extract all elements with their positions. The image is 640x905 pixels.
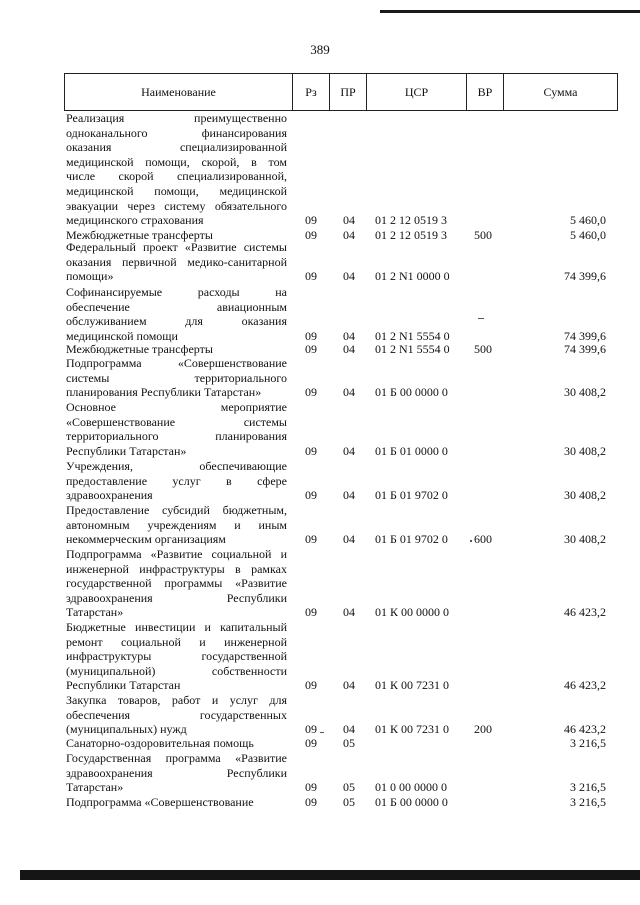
row-csr: 01 2 12 0519 3 xyxy=(375,213,447,228)
row-rz: 09 xyxy=(305,228,317,242)
row-name-line: Межбюджетные трансферты xyxy=(66,342,213,356)
row-rz: 09 xyxy=(305,443,317,458)
row-sum: 5 460,0 xyxy=(570,228,606,242)
table-row xyxy=(0,751,640,795)
table-row xyxy=(0,342,640,357)
row-name-line: Учреждения, обеспечивающие xyxy=(66,459,287,473)
table-row xyxy=(0,736,640,751)
row-pr: 04 xyxy=(343,269,355,284)
row-rz: 09 xyxy=(305,342,317,356)
row-name xyxy=(66,620,287,693)
row-name-line: «Совершенствование системы xyxy=(66,414,287,429)
row-csr: 01 К 00 7231 0 xyxy=(375,678,450,693)
table-row xyxy=(0,503,640,547)
header-cell-vr: ВР xyxy=(466,73,504,111)
row-csr: 01 0 00 0000 0 xyxy=(375,780,447,795)
row-rz: 09 xyxy=(305,780,317,795)
row-name-line: обслуживанием для оказания xyxy=(66,314,287,329)
row-name xyxy=(66,400,287,458)
row-sum: 74 399,6 xyxy=(564,342,606,356)
table-row xyxy=(0,285,640,343)
row-csr: 01 Б 00 0000 0 xyxy=(375,795,448,809)
table-row xyxy=(0,620,640,693)
row-name-line: Татарстан» xyxy=(66,605,124,620)
row-name xyxy=(66,547,287,620)
row-name-line: Реализация преимущественно xyxy=(66,111,287,125)
row-name xyxy=(66,795,287,810)
row-name-line: Республики Татарстан xyxy=(66,678,181,693)
row-pr: 04 xyxy=(343,385,355,400)
row-pr: 04 xyxy=(343,605,355,620)
row-name-line: Подпрограмма «Развитие социальной и xyxy=(66,547,287,561)
row-name-line: эвакуации через систему обязательного xyxy=(66,198,287,213)
row-csr: 01 2 N1 5554 0 xyxy=(375,342,450,356)
row-name-line: Софинансируемые расходы на xyxy=(66,285,287,299)
row-csr: 01 К 00 0000 0 xyxy=(375,605,450,620)
row-sum: 74 399,6 xyxy=(564,328,606,343)
row-pr: 04 xyxy=(343,722,355,737)
header-cell-csr: ЦСР xyxy=(366,73,467,111)
row-name xyxy=(66,736,287,751)
row-csr: 01 Б 00 0000 0 xyxy=(375,385,448,400)
row-name-line: Предоставление субсидий бюджетным, xyxy=(66,503,287,517)
scan-speck xyxy=(320,732,324,733)
table-row xyxy=(0,400,640,458)
scan-edge-bottom xyxy=(20,870,640,880)
row-sum: 46 423,2 xyxy=(564,605,606,620)
row-name xyxy=(66,285,287,343)
row-name xyxy=(66,342,287,357)
row-name-line: государственной программы «Развитие xyxy=(66,576,287,591)
row-sum: 30 408,2 xyxy=(564,385,606,400)
row-name-line: помощи» xyxy=(66,269,114,284)
row-vr: 200 xyxy=(474,722,492,737)
row-name-line: Основное мероприятие xyxy=(66,400,287,414)
row-sum: 30 408,2 xyxy=(564,443,606,458)
row-pr: 04 xyxy=(343,678,355,693)
row-name-line: обеспечение авиационным xyxy=(66,299,287,314)
row-name-line: оказания первичной медико-санитарной xyxy=(66,254,287,269)
row-vr: 600 xyxy=(474,532,492,547)
row-name-line: медицинского страхования xyxy=(66,213,204,228)
row-csr: 01 2 N1 5554 0 xyxy=(375,328,450,343)
row-sum: 46 423,2 xyxy=(564,678,606,693)
row-name xyxy=(66,693,287,737)
row-sum: 5 460,0 xyxy=(570,213,606,228)
header-cell-rz: Рз xyxy=(292,73,330,111)
row-name xyxy=(66,356,287,400)
row-name-line: инфраструктуры государственной xyxy=(66,649,287,664)
header-cell-name: Наименование xyxy=(64,73,293,111)
row-sum: 3 216,5 xyxy=(570,795,606,809)
row-name-line: оказания специализированной xyxy=(66,140,287,155)
header-cell-pr: ПР xyxy=(329,73,367,111)
row-name-line: Федеральный проект «Развитие системы xyxy=(66,240,287,254)
row-name-line: (муниципальной) собственности xyxy=(66,663,287,678)
table-row xyxy=(0,693,640,737)
row-name-line: медицинской помощи, медицинской xyxy=(66,183,287,198)
row-name-line: территориального планирования xyxy=(66,429,287,444)
row-name-line: Татарстан» xyxy=(66,780,124,795)
row-name-line: медицинской помощи, скорой, в том xyxy=(66,154,287,169)
row-csr: 01 Б 01 9702 0 xyxy=(375,488,448,503)
row-name-line: медицинской помощи xyxy=(66,328,178,343)
table-row xyxy=(0,795,640,810)
row-sum: 3 216,5 xyxy=(570,736,606,750)
row-sum: 46 423,2 xyxy=(564,722,606,737)
table-row xyxy=(0,240,640,284)
row-name-line: числе скорой специализированной, xyxy=(66,169,287,184)
row-pr: 04 xyxy=(343,228,355,242)
row-rz: 09 xyxy=(305,328,317,343)
row-rz: 09 xyxy=(305,736,317,750)
row-name-line: Бюджетные инвестиции и капитальный xyxy=(66,620,287,634)
row-name-line: Межбюджетные трансферты xyxy=(66,228,213,242)
row-csr: 01 2 12 0519 3 xyxy=(375,228,447,242)
scan-edge-top xyxy=(380,10,640,13)
row-name-line: автономным учреждениям и иным xyxy=(66,517,287,532)
table-row xyxy=(0,111,640,228)
row-name-line: предоставление услуг в сфере xyxy=(66,473,287,488)
header-cell-sum: Сумма xyxy=(503,73,618,111)
row-csr: 01 2 N1 0000 0 xyxy=(375,269,450,284)
row-sum: 74 399,6 xyxy=(564,269,606,284)
row-name-line: здравоохранения Республики xyxy=(66,765,287,780)
row-name-line: Республики Татарстан» xyxy=(66,443,187,458)
row-name-line: Закупка товаров, работ и услуг для xyxy=(66,693,287,707)
row-name-line: Подпрограмма «Совершенствование xyxy=(66,356,287,370)
row-name xyxy=(66,240,287,284)
table-row xyxy=(0,459,640,503)
row-rz: 09 xyxy=(305,795,317,809)
row-csr: 01 Б 01 0000 0 xyxy=(375,443,448,458)
row-vr: 500 xyxy=(474,228,492,242)
row-name xyxy=(66,503,287,547)
row-csr: 01 К 00 7231 0 xyxy=(375,722,450,737)
row-name-line: здравоохранения xyxy=(66,488,153,503)
row-sum: 30 408,2 xyxy=(564,488,606,503)
row-pr: 04 xyxy=(343,328,355,343)
scan-speck xyxy=(470,540,472,542)
row-rz: 09 xyxy=(305,385,317,400)
row-name-line: ремонт социальной и инженерной xyxy=(66,634,287,649)
row-name-line: системы территориального xyxy=(66,370,287,385)
row-rz: 09 xyxy=(305,678,317,693)
row-sum: 3 216,5 xyxy=(570,780,606,795)
row-pr: 05 xyxy=(343,736,355,750)
row-name-line: обеспечения государственных xyxy=(66,707,287,722)
row-rz: 09 xyxy=(305,213,317,228)
row-vr: 500 xyxy=(474,342,492,356)
row-rz: 09 xyxy=(305,488,317,503)
row-name xyxy=(66,459,287,503)
table-row xyxy=(0,547,640,620)
row-name-line: инженерной инфраструктуры в рамках xyxy=(66,561,287,576)
row-name-line: планирования Республики Татарстан» xyxy=(66,385,262,400)
row-pr: 04 xyxy=(343,488,355,503)
row-pr: 05 xyxy=(343,780,355,795)
row-csr: 01 Б 01 9702 0 xyxy=(375,532,448,547)
row-name-line: здравоохранения Республики xyxy=(66,590,287,605)
row-name-line: Подпрограмма «Совершенствование xyxy=(66,795,254,809)
row-name xyxy=(66,111,287,228)
row-rz: 09 xyxy=(305,722,317,737)
row-pr: 04 xyxy=(343,532,355,547)
row-name xyxy=(66,751,287,795)
page-number: 389 xyxy=(310,42,330,57)
table-row xyxy=(0,356,640,400)
row-pr: 04 xyxy=(343,443,355,458)
row-rz: 09 xyxy=(305,605,317,620)
row-name-line: (муниципальных) нужд xyxy=(66,722,187,737)
row-pr: 04 xyxy=(343,342,355,356)
row-pr: 04 xyxy=(343,213,355,228)
row-pr: 05 xyxy=(343,795,355,809)
row-rz: 09 xyxy=(305,532,317,547)
row-name-line: некоммерческим организациям xyxy=(66,532,226,547)
row-name-line: Санаторно-оздоровительная помощь xyxy=(66,736,254,750)
scan-speck xyxy=(478,318,484,319)
row-rz: 09 xyxy=(305,269,317,284)
row-sum: 30 408,2 xyxy=(564,532,606,547)
row-name-line: Государственная программа «Развитие xyxy=(66,751,287,765)
row-name-line: одноканального финансирования xyxy=(66,125,287,140)
